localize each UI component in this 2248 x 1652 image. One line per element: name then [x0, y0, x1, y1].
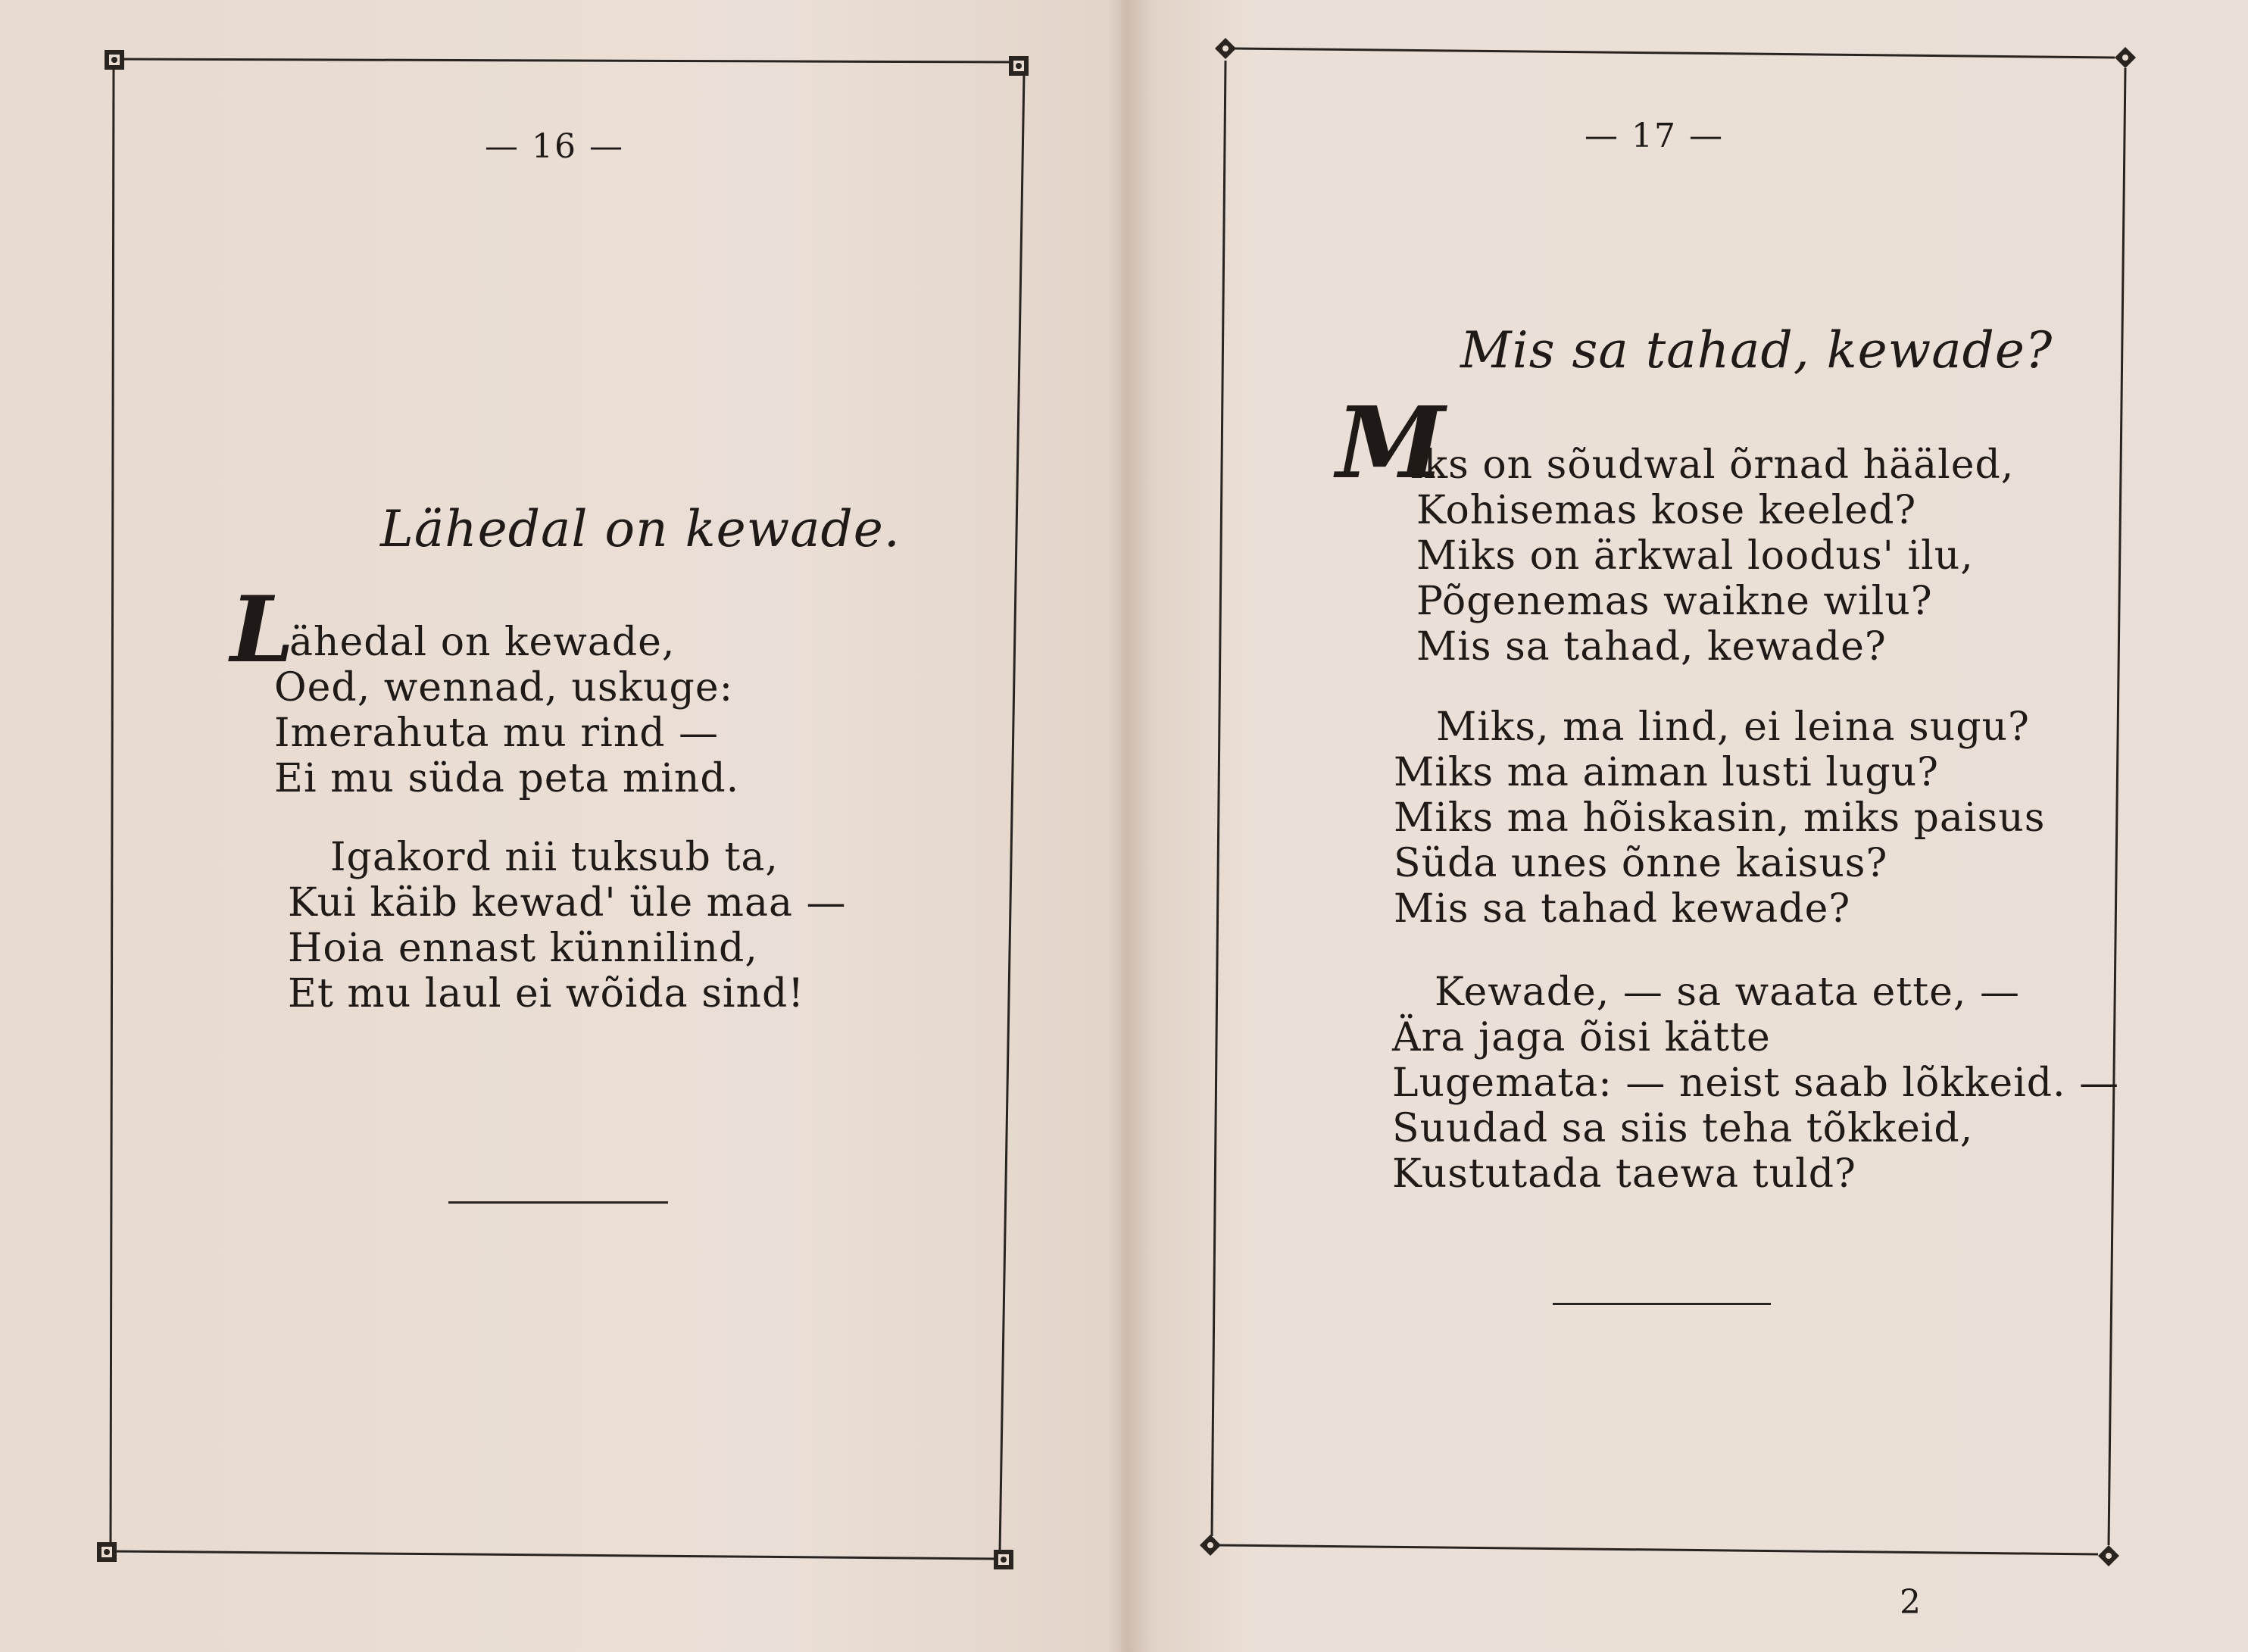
right-poem-title: Mis sa tahad, kewade? [1460, 321, 2053, 379]
right-stanza-1 [1410, 442, 2014, 488]
printer-signature-mark: 2 [1900, 1583, 1921, 1622]
right-dropcap: M [1336, 385, 1445, 501]
left-frame-corners [97, 50, 1029, 1569]
verse-line: Suudad sa siis teha tõkkeid, [1392, 1106, 1974, 1151]
right-stanza-1-rest [1416, 488, 1974, 670]
left-page-number: — 16 — [485, 127, 624, 166]
verse-line: Kewade, — sa waata ette, — [1435, 970, 2020, 1015]
left-stanza-2 [288, 835, 847, 1016]
verse-line: Et mu laul ei wõida sind! [288, 971, 805, 1016]
verse-line: Miks ma hõiskasin, miks paisus [1394, 795, 2046, 841]
verse-line: Ära jaga õisi kätte [1392, 1015, 1771, 1060]
verse-line: Miks, ma lind, ei leina sugu? [1436, 704, 2030, 750]
verse-line: Kustutada taewa tuld? [1392, 1151, 1856, 1197]
verse-line: Kohisemas kose keeled? [1416, 488, 1917, 533]
right-end-rule [1553, 1303, 1771, 1305]
verse-line: ähedal on kewade, [289, 620, 676, 665]
verse-line: Mis sa tahad kewade? [1394, 886, 1851, 932]
right-page-number: — 17 — [1585, 117, 1724, 155]
left-end-rule [448, 1201, 668, 1204]
verse-line: Süda unes õnne kaisus? [1394, 841, 1888, 886]
verse-line: Ei mu süda peta mind. [274, 756, 740, 801]
left-poem-title: Lähedal on kewade. [380, 500, 901, 558]
verse-line: Põgenemas waikne wilu? [1416, 579, 1933, 624]
left-stanza-1 [289, 620, 675, 665]
verse-line: Igakord nii tuksub ta, [330, 835, 779, 880]
verse-line: Kui käib kewad' üle maa — [288, 880, 847, 926]
left-dropcap: L [230, 576, 295, 683]
verse-line: Oed, wennad, uskuge: [274, 665, 734, 710]
verse-line: iks on sõudwal õrnad hääled, [1410, 442, 2015, 488]
left-frame [111, 59, 1024, 1559]
verse-line: Miks on ärkwal loodus' ilu, [1416, 533, 1974, 579]
verse-line: Miks ma aiman lusti lugu? [1394, 750, 1940, 795]
verse-line: Mis sa tahad, kewade? [1416, 624, 1887, 670]
right-stanza-2 [1394, 704, 2045, 932]
left-stanza-1-rest [274, 665, 739, 801]
right-stanza-3 [1392, 970, 2119, 1197]
verse-line: Hoia ennast künnilind, [288, 926, 758, 971]
verse-line: Lugemata: — neist saab lõkkeid. — [1392, 1060, 2120, 1106]
verse-line: Imerahuta mu rind — [274, 710, 720, 756]
